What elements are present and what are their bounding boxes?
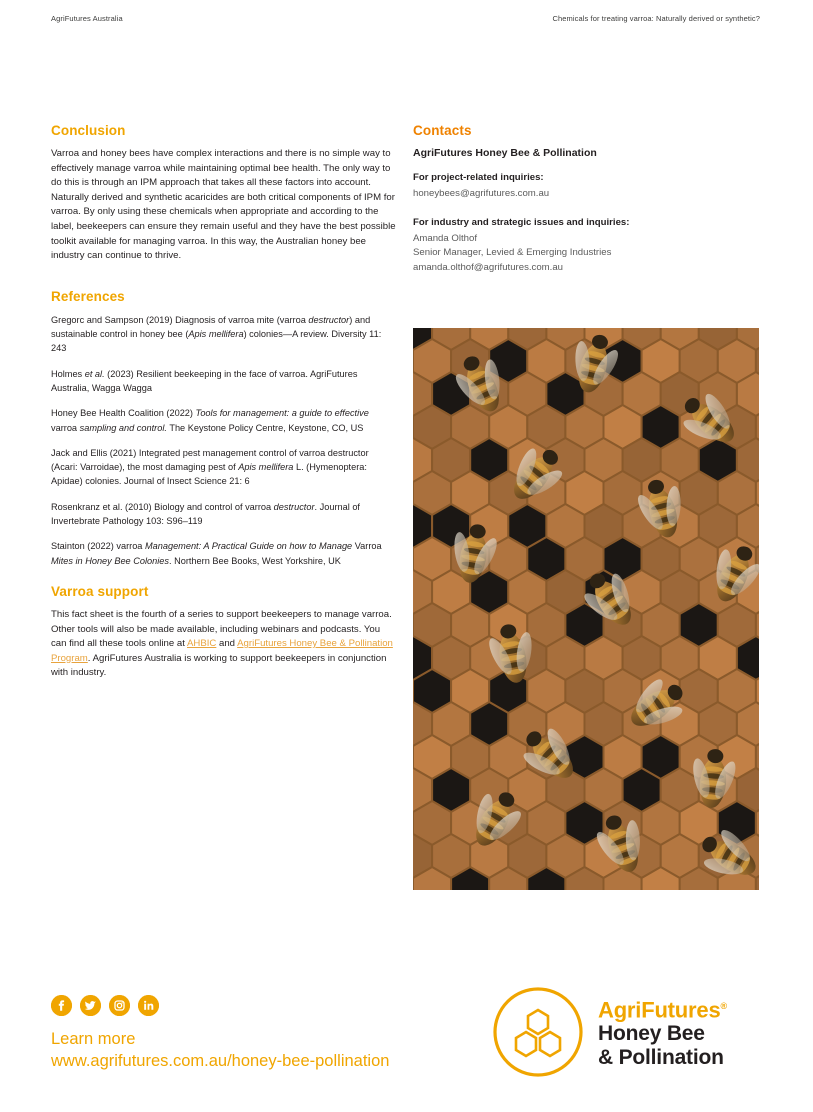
reference-text-run: Jack and Ellis (2021) Integrated pest management control of varroa destructor (Acari: Varroidae), the most damaging pest of <box>51 447 369 473</box>
logo-line-1: Honey Bee <box>598 1022 705 1046</box>
social-links <box>51 995 159 1016</box>
references-list <box>51 313 396 568</box>
linkedin-icon[interactable] <box>138 995 159 1016</box>
conclusion-body: Varroa and honey bees have complex interactions and there is no simple way to effectively manage varroa while maintaining optimal bee health. The only way to do this is through an IPM approach that takes all these factors into account. Naturally derived and synthetic acaricides are both critical components of IPM for varroa. By only using these chemicals when appropriate and according to the label, beekeepers can ensure they remain useful and they have the best possible toolkit available for managing varroa. In this way, the Australian honey bee industry can continue to thrive. <box>51 148 396 262</box>
contact-industry-block <box>413 216 760 276</box>
contact-project-block <box>413 171 760 202</box>
honey-bee-photo <box>413 328 759 890</box>
twitter-icon[interactable] <box>80 995 101 1016</box>
reference-text-run: . Journal of Invertebrate Pathology 103: S96–119 <box>51 501 360 527</box>
reference-text-run: Varroa <box>352 541 382 552</box>
logo-trademark: ® <box>720 1000 727 1011</box>
reference-item <box>51 500 396 529</box>
reference-item <box>51 367 396 396</box>
varroa-support-body <box>51 608 396 681</box>
reference-text-run: The Keystone Policy Centre, Keystone, CO, US <box>166 422 364 433</box>
reference-italic-run: destructor <box>273 501 315 512</box>
reference-text-run: Stainton (2022) varroa <box>51 541 145 552</box>
reference-item <box>51 539 396 568</box>
contacts-org: AgriFutures Honey Bee & Pollination <box>413 147 597 159</box>
agrifutures-program-link[interactable]: AgriFutures Honey Bee & Pollination Program <box>51 638 393 664</box>
reference-italic-run: Management: A Practical Guide on how to Manage <box>144 541 353 552</box>
support-text-3: . AgriFutures Australia is working to support beekeepers in conjunction with industry. <box>51 652 387 679</box>
photo-illustration <box>413 328 759 890</box>
conclusion-heading: Conclusion <box>51 123 126 138</box>
learn-more-label: Learn more <box>51 1030 136 1048</box>
reference-italic-run: destructor <box>308 314 350 325</box>
agrifutures-logo-text <box>598 994 727 1070</box>
reference-text-run: L. (Hymenoptera: Apidae) colonies. Journal of Insect Science 21: 6 <box>51 462 367 487</box>
reference-text-run: Gregorc and Sampson (2019) Diagnosis of varroa mite (varroa <box>51 314 309 325</box>
reference-item <box>51 406 396 435</box>
reference-text-run: Rosenkranz et al. (2010) Biology and control of varroa <box>51 501 274 512</box>
reference-item <box>51 313 396 356</box>
contacts-heading: Contacts <box>413 123 472 138</box>
reference-italic-run: Tools for management: a guide to effective <box>195 408 369 419</box>
reference-text-run: varroa <box>51 422 80 433</box>
right-column <box>413 123 760 289</box>
contact-industry-role: Senior Manager, Levied & Emerging Industries <box>413 247 612 258</box>
logo-brand <box>598 994 727 1022</box>
reference-item <box>51 446 396 489</box>
contact-industry-label: For industry and strategic issues and inquiries: <box>413 216 630 228</box>
reference-text-run: Holmes <box>51 368 85 379</box>
page-header <box>51 14 760 23</box>
left-column <box>51 123 396 692</box>
reference-italic-run: Apis mellifera <box>238 462 294 473</box>
contact-project-label: For project-related inquiries: <box>413 172 544 183</box>
reference-text-run: ) and sustainable control in honey bee ( <box>51 314 371 340</box>
reference-text-run: ) colonies—A review. Diversity 11: 243 <box>51 329 382 354</box>
header-right-text: Chemicals for treating varroa: Naturally derived or synthetic? <box>552 14 760 23</box>
reference-italic-run: et al. <box>84 368 105 379</box>
instagram-icon[interactable] <box>109 995 130 1016</box>
reference-text-run: (2023) Resilient beekeeping in the face of varroa. AgriFutures Australia, Wagga Wagga <box>51 368 358 393</box>
varroa-support-heading: Varroa support <box>51 583 149 599</box>
contact-industry-name: Amanda Olthof <box>413 232 477 244</box>
reference-text-run: Honey Bee Health Coalition (2022) <box>51 408 196 419</box>
contact-project-email[interactable]: honeybees@agrifutures.com.au <box>413 188 550 199</box>
reference-text-run: . Northern Bee Books, West Yorkshire, UK <box>168 555 341 566</box>
header-left-text: AgriFutures Australia <box>51 14 123 23</box>
contact-industry-email[interactable]: amanda.olthof@agrifutures.com.au <box>413 261 563 273</box>
logo-line-2: & Pollination <box>598 1046 724 1070</box>
agrifutures-logo-mark <box>492 986 584 1078</box>
reference-italic-run: sampling and control. <box>79 422 167 433</box>
reference-italic-run: Apis mellifera <box>188 329 244 340</box>
agrifutures-logo <box>492 986 727 1078</box>
support-text-2: and <box>216 638 238 650</box>
logo-brand-text: AgriFutures <box>598 997 721 1023</box>
facebook-icon[interactable] <box>51 995 72 1016</box>
agrifutures-url-link[interactable]: www.agrifutures.com.au/honey-bee-pollination <box>51 1052 390 1070</box>
support-text-1: This fact sheet is the fourth of a series to support beekeepers to manage varroa. Other tools will also be made available, including webinars and podcasts. You can find all these tools online at <box>51 608 392 650</box>
reference-italic-run: Mites in Honey Bee Colonies <box>51 555 169 566</box>
references-heading: References <box>51 288 125 304</box>
ahbic-link[interactable]: AHBIC <box>187 638 217 650</box>
